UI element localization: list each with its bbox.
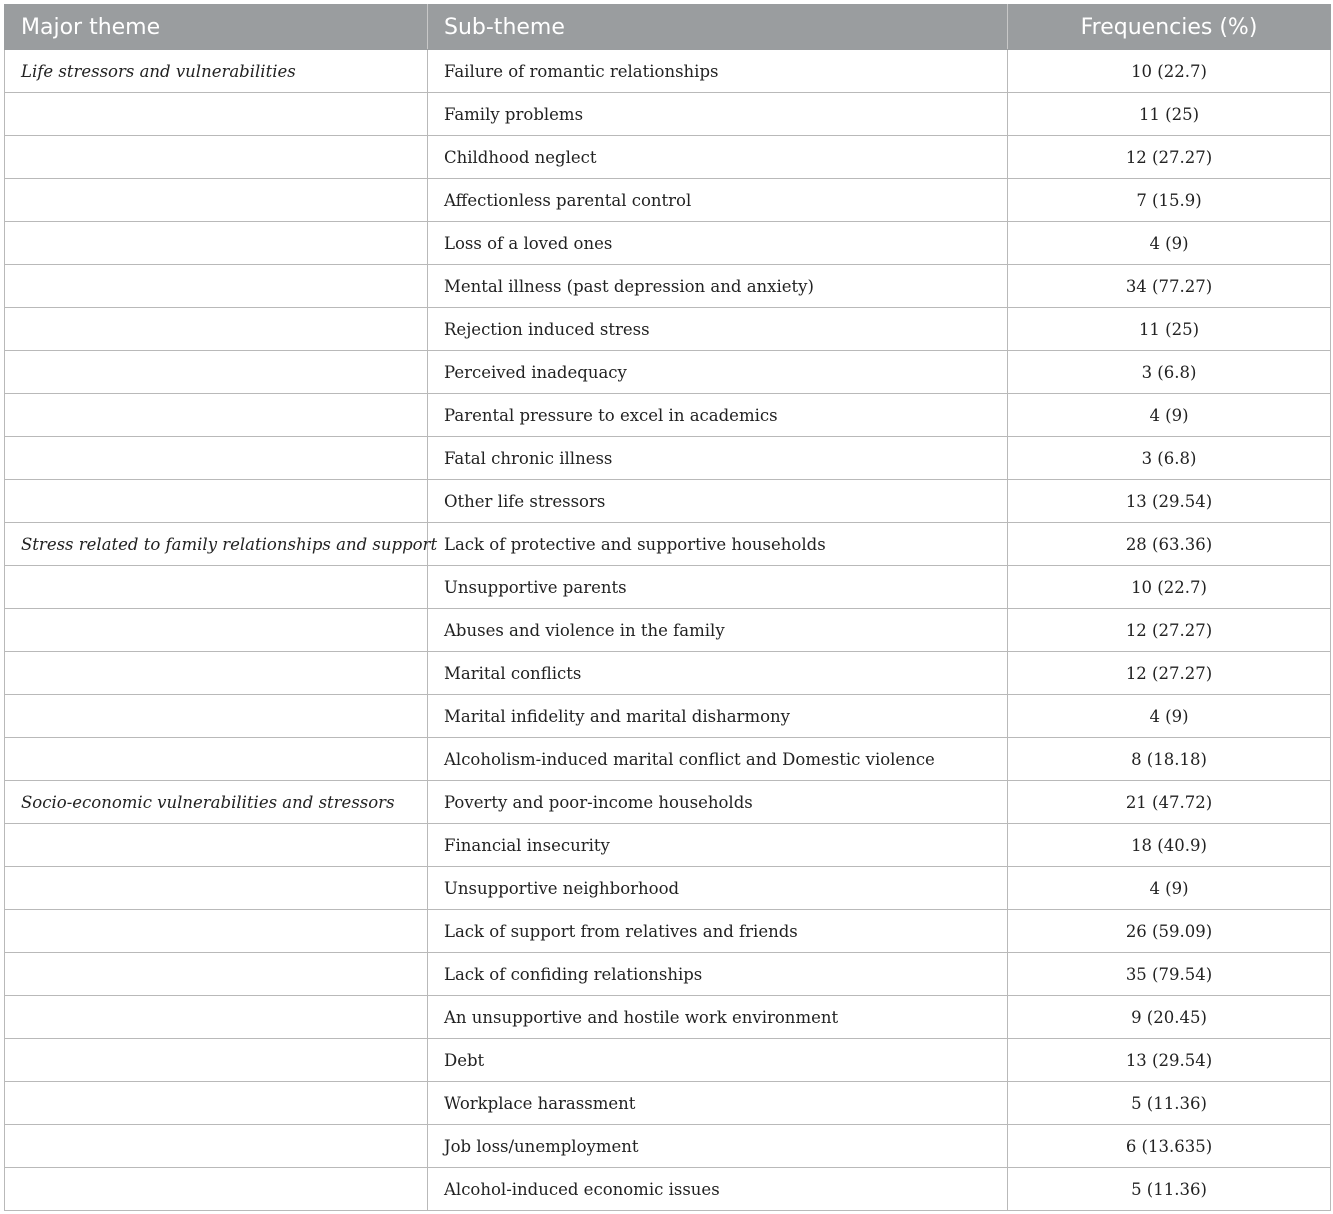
- frequency-cell: 13 (29.54): [1008, 1039, 1331, 1082]
- sub-theme-cell: Failure of romantic relationships: [428, 50, 1008, 93]
- table-row: [5, 867, 1331, 910]
- table-row: [5, 1082, 1331, 1125]
- table-row: [5, 437, 1331, 480]
- major-theme-cell: Socio-economic vulnerabilities and stressors: [5, 781, 428, 824]
- frequency-cell: 3 (6.8): [1008, 351, 1331, 394]
- sub-theme-cell: Marital infidelity and marital disharmony: [428, 695, 1008, 738]
- table-row: [5, 179, 1331, 222]
- table-row: [5, 996, 1331, 1039]
- major-theme-cell: [5, 1082, 428, 1125]
- sub-theme-cell: Alcoholism-induced marital conflict and Domestic violence: [428, 738, 1008, 781]
- sub-theme-cell: Parental pressure to excel in academics: [428, 394, 1008, 437]
- table-row: [5, 308, 1331, 351]
- table-row: [5, 50, 1331, 93]
- table-row: [5, 351, 1331, 394]
- major-theme-cell: [5, 136, 428, 179]
- table-row: [5, 910, 1331, 953]
- table-row: [5, 1168, 1331, 1211]
- sub-theme-cell: Unsupportive neighborhood: [428, 867, 1008, 910]
- frequency-cell: 5 (11.36): [1008, 1082, 1331, 1125]
- major-theme-cell: [5, 480, 428, 523]
- sub-theme-cell: Financial insecurity: [428, 824, 1008, 867]
- major-theme-cell: [5, 609, 428, 652]
- header-row: [5, 5, 1331, 50]
- major-theme-cell: Life stressors and vulnerabilities: [5, 50, 428, 93]
- frequency-cell: 10 (22.7): [1008, 50, 1331, 93]
- table-row: [5, 781, 1331, 824]
- major-theme-cell: [5, 996, 428, 1039]
- table-row: [5, 222, 1331, 265]
- frequency-cell: 4 (9): [1008, 222, 1331, 265]
- frequency-cell: 26 (59.09): [1008, 910, 1331, 953]
- sub-theme-cell: Unsupportive parents: [428, 566, 1008, 609]
- frequency-cell: 12 (27.27): [1008, 609, 1331, 652]
- table-row: [5, 136, 1331, 179]
- frequency-cell: 7 (15.9): [1008, 179, 1331, 222]
- header-major-theme: Major theme: [5, 5, 428, 50]
- frequency-cell: 21 (47.72): [1008, 781, 1331, 824]
- sub-theme-cell: Rejection induced stress: [428, 308, 1008, 351]
- table-row: [5, 1039, 1331, 1082]
- sub-theme-cell: Lack of support from relatives and friends: [428, 910, 1008, 953]
- themes-table: [4, 4, 1331, 1211]
- sub-theme-cell: Other life stressors: [428, 480, 1008, 523]
- major-theme-cell: [5, 308, 428, 351]
- sub-theme-cell: Perceived inadequacy: [428, 351, 1008, 394]
- header-frequencies: Frequencies (%): [1008, 5, 1331, 50]
- frequency-cell: 4 (9): [1008, 695, 1331, 738]
- major-theme-cell: [5, 1039, 428, 1082]
- sub-theme-cell: Abuses and violence in the family: [428, 609, 1008, 652]
- table-row: [5, 566, 1331, 609]
- table-row: [5, 265, 1331, 308]
- frequency-cell: 34 (77.27): [1008, 265, 1331, 308]
- major-theme-cell: [5, 1168, 428, 1211]
- table-row: [5, 695, 1331, 738]
- header-sub-theme: Sub-theme: [428, 5, 1008, 50]
- frequency-cell: 10 (22.7): [1008, 566, 1331, 609]
- table-row: [5, 93, 1331, 136]
- table-row: [5, 480, 1331, 523]
- table-row: [5, 1125, 1331, 1168]
- major-theme-cell: [5, 1125, 428, 1168]
- frequency-cell: 11 (25): [1008, 308, 1331, 351]
- sub-theme-cell: Job loss/unemployment: [428, 1125, 1008, 1168]
- sub-theme-cell: Family problems: [428, 93, 1008, 136]
- sub-theme-cell: Lack of confiding relationships: [428, 953, 1008, 996]
- table-row: [5, 738, 1331, 781]
- frequency-cell: 3 (6.8): [1008, 437, 1331, 480]
- major-theme-cell: [5, 351, 428, 394]
- major-theme-cell: [5, 910, 428, 953]
- data-table-container: [4, 4, 1330, 1211]
- sub-theme-cell: Marital conflicts: [428, 652, 1008, 695]
- sub-theme-cell: Loss of a loved ones: [428, 222, 1008, 265]
- major-theme-cell: [5, 93, 428, 136]
- frequency-cell: 6 (13.635): [1008, 1125, 1331, 1168]
- sub-theme-cell: Poverty and poor-income households: [428, 781, 1008, 824]
- frequency-cell: 11 (25): [1008, 93, 1331, 136]
- table-row: [5, 523, 1331, 566]
- major-theme-cell: [5, 824, 428, 867]
- sub-theme-cell: An unsupportive and hostile work environment: [428, 996, 1008, 1039]
- frequency-cell: 28 (63.36): [1008, 523, 1331, 566]
- sub-theme-cell: Childhood neglect: [428, 136, 1008, 179]
- frequency-cell: 35 (79.54): [1008, 953, 1331, 996]
- major-theme-cell: [5, 179, 428, 222]
- sub-theme-cell: Mental illness (past depression and anxiety): [428, 265, 1008, 308]
- sub-theme-cell: Debt: [428, 1039, 1008, 1082]
- frequency-cell: 12 (27.27): [1008, 652, 1331, 695]
- sub-theme-cell: Lack of protective and supportive households: [428, 523, 1008, 566]
- table-body: [5, 50, 1331, 1211]
- table-row: [5, 953, 1331, 996]
- major-theme-cell: [5, 953, 428, 996]
- major-theme-cell: [5, 695, 428, 738]
- major-theme-cell: [5, 222, 428, 265]
- table-header: [5, 5, 1331, 50]
- frequency-cell: 18 (40.9): [1008, 824, 1331, 867]
- table-row: [5, 824, 1331, 867]
- major-theme-cell: [5, 394, 428, 437]
- major-theme-cell: [5, 867, 428, 910]
- major-theme-cell: [5, 566, 428, 609]
- table-row: [5, 609, 1331, 652]
- sub-theme-cell: Alcohol-induced economic issues: [428, 1168, 1008, 1211]
- sub-theme-cell: Affectionless parental control: [428, 179, 1008, 222]
- major-theme-cell: Stress related to family relationships and support: [5, 523, 428, 566]
- table-row: [5, 652, 1331, 695]
- major-theme-cell: [5, 652, 428, 695]
- table-row: [5, 394, 1331, 437]
- frequency-cell: 12 (27.27): [1008, 136, 1331, 179]
- major-theme-cell: [5, 265, 428, 308]
- frequency-cell: 13 (29.54): [1008, 480, 1331, 523]
- frequency-cell: 8 (18.18): [1008, 738, 1331, 781]
- frequency-cell: 4 (9): [1008, 394, 1331, 437]
- frequency-cell: 9 (20.45): [1008, 996, 1331, 1039]
- frequency-cell: 5 (11.36): [1008, 1168, 1331, 1211]
- sub-theme-cell: Workplace harassment: [428, 1082, 1008, 1125]
- frequency-cell: 4 (9): [1008, 867, 1331, 910]
- sub-theme-cell: Fatal chronic illness: [428, 437, 1008, 480]
- major-theme-cell: [5, 738, 428, 781]
- major-theme-cell: [5, 437, 428, 480]
